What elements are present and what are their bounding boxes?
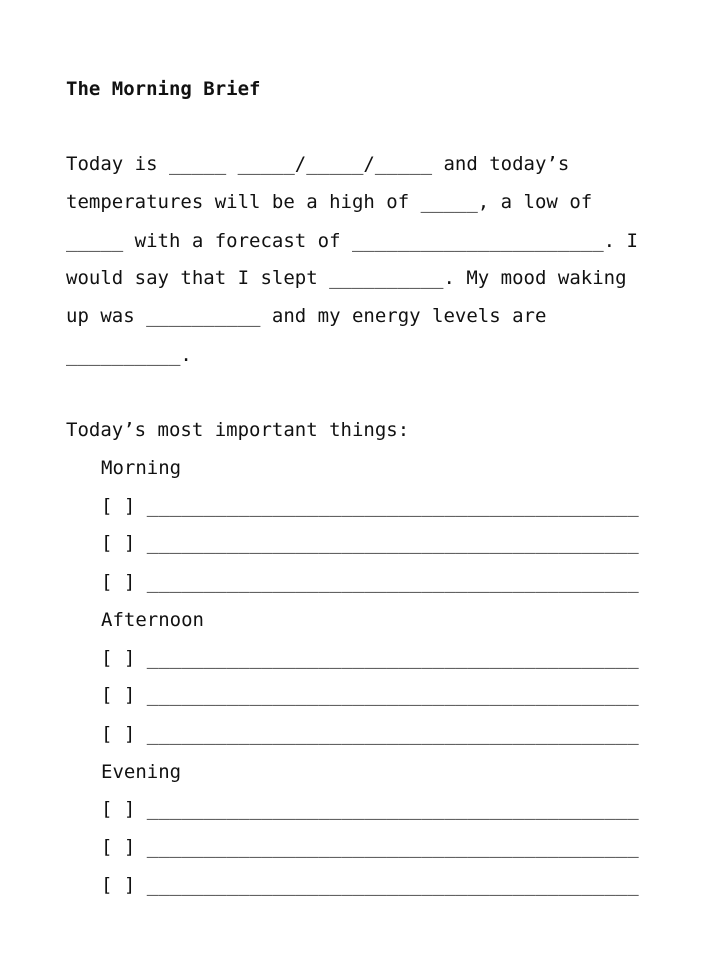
task-line[interactable]: ___________________________________________ bbox=[146, 571, 639, 593]
task-line[interactable]: ___________________________________________ bbox=[146, 532, 639, 554]
page-title: The Morning Brief bbox=[66, 78, 261, 100]
checkbox[interactable]: [ ] bbox=[101, 798, 136, 820]
task-row-morning-1 bbox=[101, 494, 639, 518]
period-label-morning: Morning bbox=[101, 457, 182, 479]
task-row-evening-2 bbox=[101, 835, 639, 859]
brief-line-mood: up was __________ and my energy levels are bbox=[66, 305, 547, 327]
brief-line-temperature: temperatures will be a high of _____, a low of bbox=[66, 191, 593, 213]
task-row-evening-3 bbox=[101, 873, 639, 897]
task-line[interactable]: ___________________________________________ bbox=[146, 874, 639, 896]
task-row-afternoon-2 bbox=[101, 683, 639, 707]
task-line[interactable]: ___________________________________________ bbox=[146, 836, 639, 858]
important-things-heading: Today’s most important things: bbox=[66, 419, 410, 441]
task-row-morning-2 bbox=[101, 531, 639, 555]
checkbox[interactable]: [ ] bbox=[101, 532, 136, 554]
brief-line-date: Today is _____ _____/_____/_____ and today’s bbox=[66, 153, 570, 175]
checkbox[interactable]: [ ] bbox=[101, 684, 136, 706]
task-row-afternoon-1 bbox=[101, 646, 639, 670]
brief-line-forecast: _____ with a forecast of ______________________. I bbox=[66, 230, 638, 252]
task-line[interactable]: ___________________________________________ bbox=[146, 495, 639, 517]
checkbox[interactable]: [ ] bbox=[101, 723, 136, 745]
period-label-afternoon: Afternoon bbox=[101, 609, 204, 631]
checkbox[interactable]: [ ] bbox=[101, 571, 136, 593]
task-row-morning-3 bbox=[101, 570, 639, 594]
task-line[interactable]: ___________________________________________ bbox=[146, 723, 639, 745]
task-row-afternoon-3 bbox=[101, 722, 639, 746]
task-line[interactable]: ___________________________________________ bbox=[146, 684, 639, 706]
brief-line-sleep: would say that I slept __________. My mood waking bbox=[66, 267, 627, 289]
checkbox[interactable]: [ ] bbox=[101, 495, 136, 517]
task-line[interactable]: ___________________________________________ bbox=[146, 647, 639, 669]
task-line[interactable]: ___________________________________________ bbox=[146, 798, 639, 820]
checkbox[interactable]: [ ] bbox=[101, 647, 136, 669]
brief-line-energy: __________. bbox=[66, 344, 192, 366]
checkbox[interactable]: [ ] bbox=[101, 836, 136, 858]
checkbox[interactable]: [ ] bbox=[101, 874, 136, 896]
period-label-evening: Evening bbox=[101, 761, 182, 783]
task-row-evening-1 bbox=[101, 797, 639, 821]
